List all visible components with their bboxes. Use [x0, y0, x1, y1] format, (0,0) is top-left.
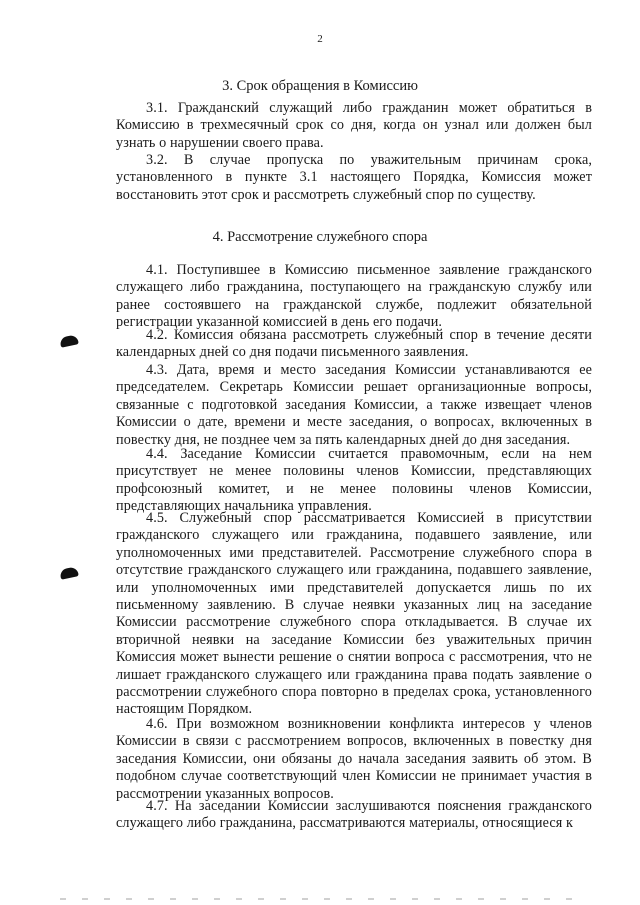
paragraph-4-1: 4.1. Поступившее в Комиссию письменное заявление гражданского служащего либо гражданина, поступающего на гражданскую службу или ранее состоявшего на гражданской службе, подлежит обязательной регистрации указанной комиссией в день его подачи.: [116, 262, 592, 331]
page-number: 2: [317, 33, 323, 45]
paragraph-4-3: 4.3. Дата, время и место заседания Комиссии устанавливаются ее председателем. Секретарь Комиссии решает организационные вопросы, связанные с подготовкой заседания Комиссии, а также извещает членов Комиссии о дате, времени и месте заседания, о вопросах, включенных в повестку дня, не позднее чем за пять календарных дней до дня заседания.: [116, 362, 592, 448]
paragraph-3-2: 3.2. В случае пропуска по уважительным причинам срока, установленного в пункте 3.1 настоящего Порядка, Комиссия может восстановить этот срок и рассмотреть служебный спор по существу.: [116, 152, 592, 203]
section-4-heading: 4. Рассмотрение служебного спора: [212, 229, 428, 245]
scan-edge-artifacts: [60, 898, 580, 900]
paragraph-4-7: 4.7. На заседании Комиссии заслушиваются пояснения гражданского служащего либо гражданина, рассматриваются материалы, относящиеся к: [116, 798, 592, 832]
punch-hole-mark-bottom: [59, 566, 79, 580]
paragraph-4-4: 4.4. Заседание Комиссии считается правомочным, если на нем присутствует не менее половины членов Комиссии, представляющих профсоюзный комитет, и не менее половины членов Комиссии, представляющих начальника управления.: [116, 446, 592, 515]
paragraph-3-1: 3.1. Гражданский служащий либо гражданин может обратиться в Комиссию в трехмесячный срок со дня, когда он узнал или должен был узнать о нарушении своего права.: [116, 100, 592, 151]
paragraph-4-6: 4.6. При возможном возникновении конфликта интересов у членов Комиссии в связи с рассмотрением вопросов, включенных в повестку дня заседания Комиссии, они обязаны до начала заседания заявить об этом. В подобном случае соответствующий член Комиссии не принимает участия в рассмотрении указанных вопросов.: [116, 716, 592, 802]
punch-hole-mark-top: [59, 334, 79, 348]
paragraph-4-2: 4.2. Комиссия обязана рассмотреть служебный спор в течение десяти календарных дней со дня подачи письменного заявления.: [116, 327, 592, 361]
section-3-heading: 3. Срок обращения в Комиссию: [222, 78, 418, 94]
paragraph-4-5: 4.5. Служебный спор рассматривается Комиссией в присутствии гражданского служащего или гражданина, подавшего заявление, или уполномоченных ими представителей. Рассмотрение служебного спора в отсутствие гражданского служащего или гражданина, подавшего заявление, или уполномоченных ими представителей допускается лишь по их письменному заявлению. В случае неявки указанных лиц на заседание Комиссии рассмотрение служебного спора откладывается. В случае их вторичной неявки на заседание Комиссии без уважительных причин Комиссия может вынести решение о снятии вопроса с рассмотрения, что не лишает гражданского служащего или гражданина права подать заявление о рассмотрении служебного спора повторно в пределах срока, установленного настоящим Порядком.: [116, 510, 592, 718]
